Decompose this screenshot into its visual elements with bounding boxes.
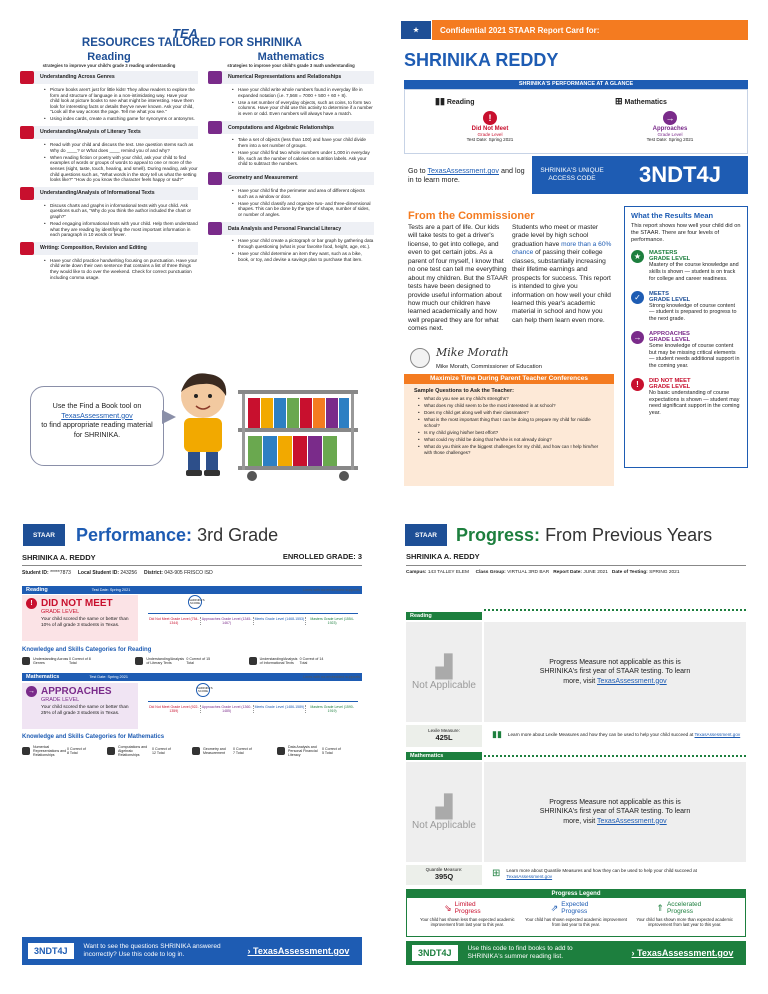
scale-band: Approaches Grade Level (1360-1485) xyxy=(201,705,252,713)
level-did-not-meet xyxy=(631,378,741,417)
chart-icon: ▟ xyxy=(435,793,453,819)
list-item: • Have your child practice handwriting focusing on punctuation. Have your child write down their own sentence that contains a list of three things they would like to do over the weekend. Check for correct punctuation including comma usage. xyxy=(44,258,198,280)
staar-logo: STAAR xyxy=(404,523,448,547)
bubble-line1: Use the Find a Book tool on xyxy=(52,401,142,410)
lexile-link[interactable]: TexasAssessment.gov xyxy=(694,731,741,737)
level-grade: GRADE LEVEL xyxy=(649,336,691,343)
reading-section xyxy=(20,242,198,280)
list-item: • What do you think are the biggest challenges for my child, and how can I help him/her with those challenges? xyxy=(418,444,606,455)
math-heading: Mathematics xyxy=(257,51,325,63)
tea-logo: TEA xyxy=(172,26,198,41)
list-item: • Have your child determine an item they want, such as a bike, book, or toy, and devise a savings plan to purchase that item. xyxy=(232,251,374,262)
book-cart-illustration xyxy=(228,384,368,484)
performance-title: Performance: 3rd Grade xyxy=(76,525,279,545)
book-icon: ▮▮ xyxy=(492,729,502,739)
section-title: Data Analysis and Personal Financial Literacy xyxy=(228,225,342,232)
footer-code: 3NDT4J xyxy=(28,943,74,959)
quantile-box xyxy=(406,865,482,885)
staar-logo: ★ xyxy=(400,20,432,40)
scale-band: Meets Grade Level (1468-1553) xyxy=(254,617,307,625)
footer-link[interactable]: › TexasAssessment.gov xyxy=(247,946,350,956)
level-name: MEETS xyxy=(649,290,669,297)
texas-seal xyxy=(410,348,430,368)
list-item: • What do you see as my child's strengths? xyxy=(418,396,606,402)
list-item: • Use a set number of everyday objects, such as coins, to form two columns. Have your child use this activity to determine if a number is even or odd. Even numbers will always have a match. xyxy=(232,100,374,117)
ptc-box xyxy=(404,374,614,486)
meets-icon: ✓ xyxy=(631,291,644,304)
masters-icon: ★ xyxy=(631,250,644,263)
level-name: APPROACHES xyxy=(649,330,690,337)
math-level: Approaches xyxy=(652,126,688,132)
reading-section xyxy=(20,71,198,122)
lexile-value: 425L xyxy=(435,733,453,742)
score-marker: SHRINIKA'S SCORE xyxy=(196,683,210,697)
math-section xyxy=(208,71,374,116)
book-icon xyxy=(20,71,34,84)
math-score-scale xyxy=(148,683,362,729)
chart-icon xyxy=(208,222,222,235)
legend-accelerated: ⇑ Accelerated Progress Your child has shown more than expected academic improvement from last year to this year. xyxy=(636,901,734,928)
texas-assessment-link[interactable]: TexasAssessment.gov xyxy=(427,166,499,175)
resources-title: RESOURCES TAILORED FOR SHRINIKA xyxy=(81,37,303,49)
footer-link[interactable]: › TexasAssessment.gov xyxy=(631,948,734,958)
ruler-icon xyxy=(208,172,222,185)
scale-band: Approaches Grade Level (1345-1467) xyxy=(201,617,252,625)
reading-score-scale xyxy=(148,595,362,641)
list-item: • Have your child create a pictograph or bar graph by gathering data through questioning (what is your favorite food, height, age, etc.). xyxy=(232,238,374,249)
reading-section xyxy=(20,187,198,238)
approaches-icon: → xyxy=(631,331,644,344)
reading-column xyxy=(20,51,198,282)
progress-link[interactable]: TexasAssessment.gov xyxy=(597,817,667,825)
approaches-icon: → xyxy=(28,688,35,695)
list-item: • When reading fiction or poetry with your child, ask your child to find examples of words or groups of words to appeal to one or more of the senses (sight, taste, touch, hearing, and smell). During reading, ask your child questions such as, "What words in the story tell us what the setting looks like?" "How do you know the character feels happy or sad?" xyxy=(44,155,198,183)
reading-lines-note: Lines with no embedded supports xyxy=(303,588,360,592)
math-icon: ⊞ xyxy=(615,96,623,106)
math-glance xyxy=(615,96,725,142)
staar-logo: STAAR xyxy=(22,523,66,547)
reading-progress-message: Progress Measure not applicable as this is SHRINIKA's first year of STAAR testing. To learn more, visit TexasAssessment.gov xyxy=(484,622,746,722)
reading-label: Reading xyxy=(446,99,475,106)
dotted-divider xyxy=(484,609,746,611)
list-item: • Take a set of objects (less than 100) and have your child divide them into a set number of groups. xyxy=(232,137,374,148)
reading-level: Did Not Meet xyxy=(471,126,509,132)
bubble-line2: to find appropriate reading material for SHRINIKA. xyxy=(41,420,153,440)
reading-desc: Your child scored the same or better than 10% of all grade 3 students in Texas. xyxy=(41,617,129,628)
math-section xyxy=(208,172,374,217)
glance-header: SHRINIKA'S PERFORMANCE AT A GLANCE xyxy=(404,80,748,89)
book-icon xyxy=(135,657,143,665)
level-grade: GRADE LEVEL xyxy=(649,256,691,263)
math-subheading: strategies to improve your child's grade 3 math understanding xyxy=(227,63,355,68)
student-info-row: Student ID: *****7873 Local Student ID: 243256 District: 043-905 FRISCO ISD xyxy=(22,565,362,576)
accelerated-progress-icon: ⇑ xyxy=(656,902,664,913)
math-desc: Your child scored the same or better than 25% of all grade 3 students in Texas. xyxy=(41,705,129,716)
results-mean-box xyxy=(624,206,748,468)
numbers-icon xyxy=(208,71,222,84)
progress-title: Progress: From Previous Years xyxy=(456,525,713,545)
access-code: 3NDT4J xyxy=(639,162,721,187)
progress-link[interactable]: TexasAssessment.gov xyxy=(597,677,667,685)
legend-limited: ⇘ Limited Progress Your child has shown less than expected academic improvement from last year to this year. xyxy=(420,901,515,928)
math-column xyxy=(208,51,374,264)
reading-grade: Grade Level xyxy=(477,132,503,137)
ruler-icon xyxy=(192,747,200,755)
footer-code: 3NDT4J xyxy=(412,945,458,961)
lexile-label: Lexile Measure: xyxy=(428,728,460,733)
reading-glance xyxy=(435,96,545,142)
quantile-info: ⊞ Learn more about Quantile Measures and how they can be used to help your child succeed at TexasAssessment.gov xyxy=(492,867,697,879)
numbers-icon xyxy=(22,747,30,755)
section-title: Numerical Representations and Relationships xyxy=(228,74,342,81)
level-meets xyxy=(631,291,741,323)
list-item: • Read engaging informational texts with your child. Help them understand what they are reading by identifying the most important information in each paragraph in 10 words or fewer. xyxy=(44,221,198,238)
section-title: Understanding/Analysis of Informational Texts xyxy=(40,189,155,196)
limited-progress-icon: ⇘ xyxy=(444,902,452,913)
document-icon xyxy=(20,187,34,200)
lexile-info: ▮▮ Learn more about Lexile Measures and how they can be used to help your child succeed at TexasAssessment.gov xyxy=(492,729,741,739)
list-item: • Does my child get along well with their classmates? xyxy=(418,410,606,416)
ptc-heading: Maximize Time During Parent Teacher Conferences xyxy=(404,374,614,384)
glance-box xyxy=(404,89,748,154)
footer-text: Want to see the questions SHRINIKA answered incorrectly? Use this code to log in. xyxy=(83,942,221,958)
math-lines-note: Lines with no embedded supports xyxy=(303,675,360,679)
scale-band: Did Not Meet Grade Level (754-1344) xyxy=(148,617,201,625)
list-item: • Discuss charts and graphs in informational texts with your child. Ask questions such as, "Why do you think the author included the chart or graph?" xyxy=(44,203,198,220)
reading-subheading: strategies to improve your child's grade 3 reading understanding xyxy=(42,63,176,68)
ks-math-heading: Knowledge and Skills Categories for Mathematics xyxy=(22,734,165,740)
math-level: APPROACHES xyxy=(41,686,112,697)
level-desc: Strong knowledge of course content — student is prepared to progress to the next grade. xyxy=(649,302,737,323)
progress-footer xyxy=(406,941,746,965)
square-root-icon xyxy=(208,121,222,134)
lexile-box xyxy=(406,725,482,747)
section-title: Understanding Across Genres xyxy=(40,74,115,81)
reading-grade: GRADE LEVEL xyxy=(41,609,80,615)
performance-footer xyxy=(22,937,362,965)
list-item: • Is my child giving his/her best effort? xyxy=(418,430,606,436)
goto-text: Go to TexasAssessment.gov and log in to learn more. xyxy=(408,166,525,185)
commissioner-heading: From the Commissioner xyxy=(408,210,535,222)
level-approaches xyxy=(631,331,741,370)
math-categories: Numerical Representations and Relationships 0 Correct of 8 Total Computations and Algebraic Relationships 0 Correct of 12 Total Geometry and Measurement 0 Correct of 7 Total Data Analysis and Personal Financial Literacy 0 Correct of 5 Total xyxy=(22,745,362,757)
level-grade: GRADE LEVEL xyxy=(649,383,691,390)
level-desc: No basic understanding of course expectations is shown — student may need significant support in the coming year. xyxy=(649,389,740,417)
math-grade: GRADE LEVEL xyxy=(41,697,80,703)
dotted-divider xyxy=(484,755,746,757)
signature: Mike Morath xyxy=(436,346,509,359)
did-not-meet-icon: ! xyxy=(483,111,497,125)
scale-band: Masters Grade Level (1590-1919) xyxy=(310,705,354,713)
ptc-subheading: Sample Questions to Ask the Teacher: xyxy=(414,388,514,394)
performance-page xyxy=(0,497,384,994)
section-title: Geometry and Measurement xyxy=(228,175,298,182)
quantile-value: 395Q xyxy=(434,872,454,881)
access-code-label: SHRINIKA'S UNIQUE ACCESS CODE xyxy=(540,166,604,182)
reading-heading: Reading xyxy=(87,51,131,63)
reading-progress-bar: Reading xyxy=(406,612,482,620)
list-item: • What does my child seem to be the most interested in at school? xyxy=(418,403,606,409)
math-grade: Grade Level xyxy=(657,132,683,137)
scale-band: Meets Grade Level (1486-1589) xyxy=(254,705,307,713)
reading-bar: Reading Test Date: Spring 2021 xyxy=(22,586,362,594)
expected-progress-icon: ⇗ xyxy=(550,902,559,913)
student-full-name: SHRINIKA A. REDDY xyxy=(22,553,96,562)
section-title: Computations and Algebraic Relationships xyxy=(228,124,334,131)
math-progress-message: Progress Measure not applicable as this is SHRINIKA's first year of STAAR testing. To learn more, visit TexasAssessment.gov xyxy=(484,762,746,862)
book-icon xyxy=(22,657,30,665)
list-item: • Have your child classify and organize two- and three-dimensional shapes. This can be done by the type of shape, number of sides, or number of angles. xyxy=(232,201,374,218)
math-section xyxy=(208,121,374,166)
find-a-book-bubble xyxy=(30,386,164,466)
report-card-page xyxy=(384,0,768,497)
book-icon: ▮▮ xyxy=(435,96,445,106)
chart-icon xyxy=(277,747,285,755)
math-label: Mathematics xyxy=(624,99,667,106)
book-icon xyxy=(20,126,34,139)
progress-legend xyxy=(406,889,746,937)
level-desc: Some knowledge of course content but may be missing critical elements — student needs additional support in the coming year. xyxy=(649,342,740,370)
math-section xyxy=(208,222,374,262)
access-code-box xyxy=(532,156,748,194)
sixty-percent-link[interactable]: more than a 60% chance xyxy=(512,240,612,257)
reading-not-applicable: ▟ Not Applicable xyxy=(406,622,482,722)
did-not-meet-icon: ! xyxy=(26,598,37,609)
ks-reading-heading: Knowledge and Skills Categories for Reading xyxy=(22,647,152,653)
list-item: • What is the most important thing that I can be doing to prepare my child for middle school? xyxy=(418,417,606,428)
score-marker: SHRINIKA'S SCORE xyxy=(188,595,202,609)
legend-title: Progress Legend xyxy=(407,890,745,898)
results-intro: This report shows how well your child did on the STAAR. There are four levels of performance. xyxy=(631,223,741,244)
results-heading: What the Results Mean xyxy=(631,211,714,220)
approaches-icon: → xyxy=(663,111,677,125)
reading-test-date: Test Date: Spring 2021 xyxy=(466,137,514,142)
list-item: • Have your child write whole numbers found in everyday life in expanded notation (i.e. 7,568 = 7000 + 500 + 60 + 8). xyxy=(232,87,374,98)
reading-result xyxy=(22,595,138,641)
footer-text: Use this code to find books to add to SHRINIKA's summer reading list. xyxy=(467,944,573,960)
document-icon xyxy=(249,657,257,665)
scale-band: Masters Grade Level (1554-1923) xyxy=(310,617,354,625)
section-title: Understanding/Analysis of Literary Texts xyxy=(40,129,141,136)
commissioner-letter-col2: Students who meet or master grade level by high school graduation have more than a 60% chance of passing their college classes, substantially increasing their lifetime earnings and prospects for success. This report is intended to give you information on how well your child learned this year's academic material in school and how you can help them learn even more. xyxy=(512,224,612,324)
commissioner-title: Mike Morath, Commissioner of Education xyxy=(436,364,542,370)
student-name: SHRINIKA REDDY xyxy=(404,50,559,70)
math-not-applicable: ▟ Not Applicable xyxy=(406,762,482,862)
quantile-link[interactable]: TexasAssessment.gov xyxy=(506,873,553,879)
pencil-icon xyxy=(20,242,34,255)
grid-icon: ⊞ xyxy=(492,868,501,879)
list-item: • Picture books aren't just for little kids! They allow readers to explore the form and structure of language in a non-intimidating way. Have your child look at picture books to see what might be interesting. Have them look for interesting facts or details they've never known. Ask your child, "Look all the way across the page. Tell me what you see." xyxy=(44,87,198,115)
list-item: • What could my child be doing that he/she is not already doing? xyxy=(418,437,606,443)
bubble-link[interactable]: TexasAssessment.gov xyxy=(61,410,133,420)
commissioner-letter-col1: Tests are a part of life. Our kids will take tests to get a driver's license, to get into college, and even to get certain jobs. As a parent of four myself, I know that no one test can tell me everything about my children. But the STAAR tests have been designed to provide useful information about how much our children have learned academically and how well prepared they are for what comes next. xyxy=(408,224,508,333)
progress-page xyxy=(384,497,768,994)
confidential-banner xyxy=(400,20,748,40)
legend-expected: ⇗ Expected Progress Your child has shown expected academic improvement from last year to this year. xyxy=(524,901,628,928)
reading-level: DID NOT MEET xyxy=(41,598,113,609)
math-test-date: Test Date: Spring 2021 xyxy=(646,137,694,142)
quantile-label: Quantile Measure: xyxy=(425,867,463,872)
reading-categories: Understanding Across Genres 0 Correct of 8 Total Understanding/Analysis of Literary Texts 0 Correct of 15 Total Understanding/Analysis of Informational Texts 0 Correct of 14 Total xyxy=(22,657,362,665)
list-item: • Have your child find two whole numbers under 1,000 in everyday life, such as the number of calories on nutrition labels. Ask your child to subtract the numbers. xyxy=(232,150,374,167)
campus-info-row: Campus: 143 TALLEY ELEM Class Group: VIRTUAL 3RD BAR Report Date: JUNE 2021 Date of Testing: SPRING 2021 xyxy=(406,565,746,575)
level-masters xyxy=(631,250,741,282)
resources-page xyxy=(0,0,384,497)
scale-band: Did Not Meet Grade Level (922-1359) xyxy=(148,705,201,713)
math-progress-bar: Mathematics xyxy=(406,752,482,760)
list-item: • Have your child find the perimeter and area of different objects such as a window or door. xyxy=(232,188,374,199)
square-root-icon xyxy=(107,747,115,755)
math-result xyxy=(22,683,138,729)
section-title: Writing: Composition, Revision and Editing xyxy=(40,245,147,252)
student-full-name: SHRINIKA A. REDDY xyxy=(406,552,480,561)
list-item: • Using index cards, create a matching game for synonyms or antonyms. xyxy=(44,116,198,122)
reading-section xyxy=(20,126,198,183)
level-grade: GRADE LEVEL xyxy=(649,296,691,303)
list-item: • Read with your child and discuss the text. Use question stems such as Why do ____? or What does ____ remind you of and why? xyxy=(44,142,198,153)
level-name: MASTERS xyxy=(649,250,678,257)
banner-text: Confidential 2021 STAAR Report Card for: xyxy=(440,25,600,35)
chart-icon: ▟ xyxy=(435,653,453,679)
level-name: DID NOT MEET xyxy=(649,377,691,384)
level-desc: Mastery of the course knowledge and skills is shown — student is on track for college and career readiness. xyxy=(649,262,739,282)
did-not-meet-icon: ! xyxy=(631,378,644,391)
enrolled-grade: ENROLLED GRADE: 3 xyxy=(282,552,362,561)
math-bar: Mathematics Test Date: Spring 2021 xyxy=(22,673,362,681)
